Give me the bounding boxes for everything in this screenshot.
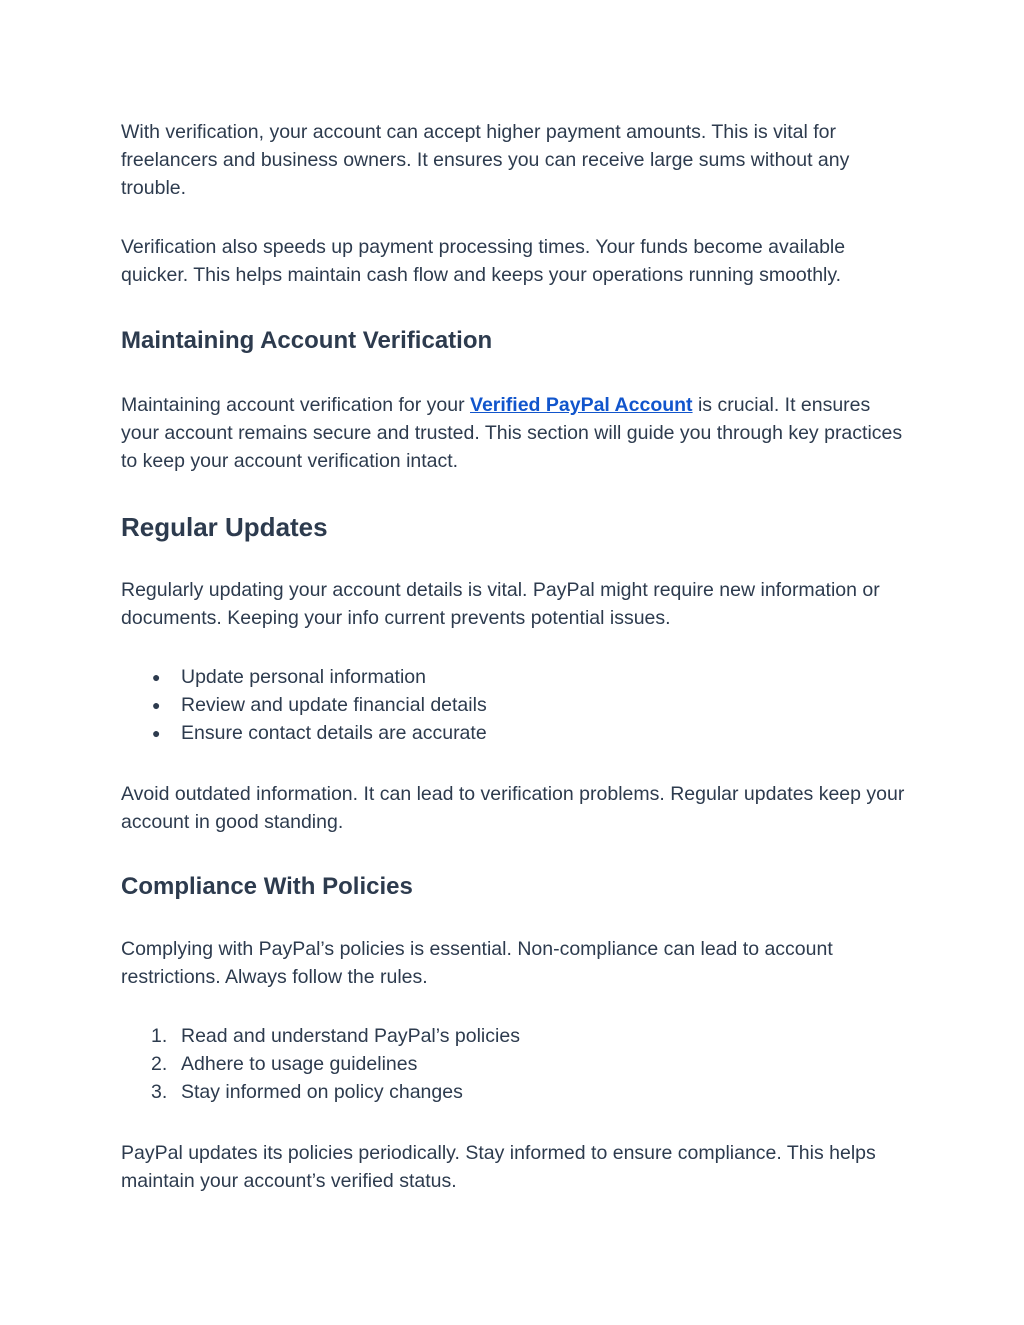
heading-regular-updates: Regular Updates xyxy=(121,512,328,542)
bullet-marker: ● xyxy=(152,669,161,685)
list-item-text: Ensure contact details are accurate xyxy=(181,722,487,744)
verified-paypal-account-link[interactable]: Verified PayPal Account xyxy=(470,394,693,416)
updates-bullet-list xyxy=(121,663,911,747)
bullet-marker: ● xyxy=(152,697,161,713)
list-number: 1. xyxy=(151,1025,168,1047)
list-item xyxy=(121,1050,911,1078)
bullet-marker: ● xyxy=(152,725,161,741)
list-item xyxy=(121,719,911,747)
list-item xyxy=(121,1022,911,1050)
document-page xyxy=(121,118,911,1195)
list-number: 3. xyxy=(151,1081,168,1103)
list-item-text: Adhere to usage guidelines xyxy=(181,1053,418,1075)
list-item-text: Stay informed on policy changes xyxy=(181,1081,463,1103)
updates-closing-paragraph: Avoid outdated information. It can lead to verification problems. Regular updates keep your account in good standing. xyxy=(121,783,905,833)
heading-compliance-policies: Compliance With Policies xyxy=(121,873,413,900)
maintaining-text-before-link: Maintaining account verification for your xyxy=(121,394,471,416)
list-item-text: Update personal information xyxy=(181,666,426,688)
list-item-text: Read and understand PayPal’s policies xyxy=(181,1025,520,1047)
list-item-text: Review and update financial details xyxy=(181,694,487,716)
maintaining-text-after-link: is crucial. It ensures your account remains secure and trusted. This section will guide you through key practices to keep your account verification intact. xyxy=(121,394,903,472)
compliance-numbered-list xyxy=(121,1022,911,1106)
intro-paragraph-1: With verification, your account can accept higher payment amounts. This is vital for freelancers and business owners. It ensures you can receive large sums without any trouble. xyxy=(121,121,850,199)
intro-paragraph-2: Verification also speeds up payment processing times. Your funds become available quicker. This helps maintain cash flow and keeps your operations running smoothly. xyxy=(121,236,846,286)
list-number: 2. xyxy=(151,1053,168,1075)
list-item xyxy=(121,1078,911,1106)
list-item xyxy=(121,663,911,691)
heading-maintaining-verification: Maintaining Account Verification xyxy=(121,327,493,354)
list-item xyxy=(121,691,911,719)
maintaining-paragraph xyxy=(121,391,911,475)
compliance-paragraph: Complying with PayPal’s policies is essential. Non-compliance can lead to account restrictions. Always follow the rules. xyxy=(121,938,833,988)
compliance-closing-paragraph: PayPal updates its policies periodically. Stay informed to ensure compliance. This helps maintain your account’s verified status. xyxy=(121,1142,876,1192)
updates-paragraph: Regularly updating your account details is vital. PayPal might require new information or documents. Keeping your info current prevents potential issues. xyxy=(121,579,880,629)
